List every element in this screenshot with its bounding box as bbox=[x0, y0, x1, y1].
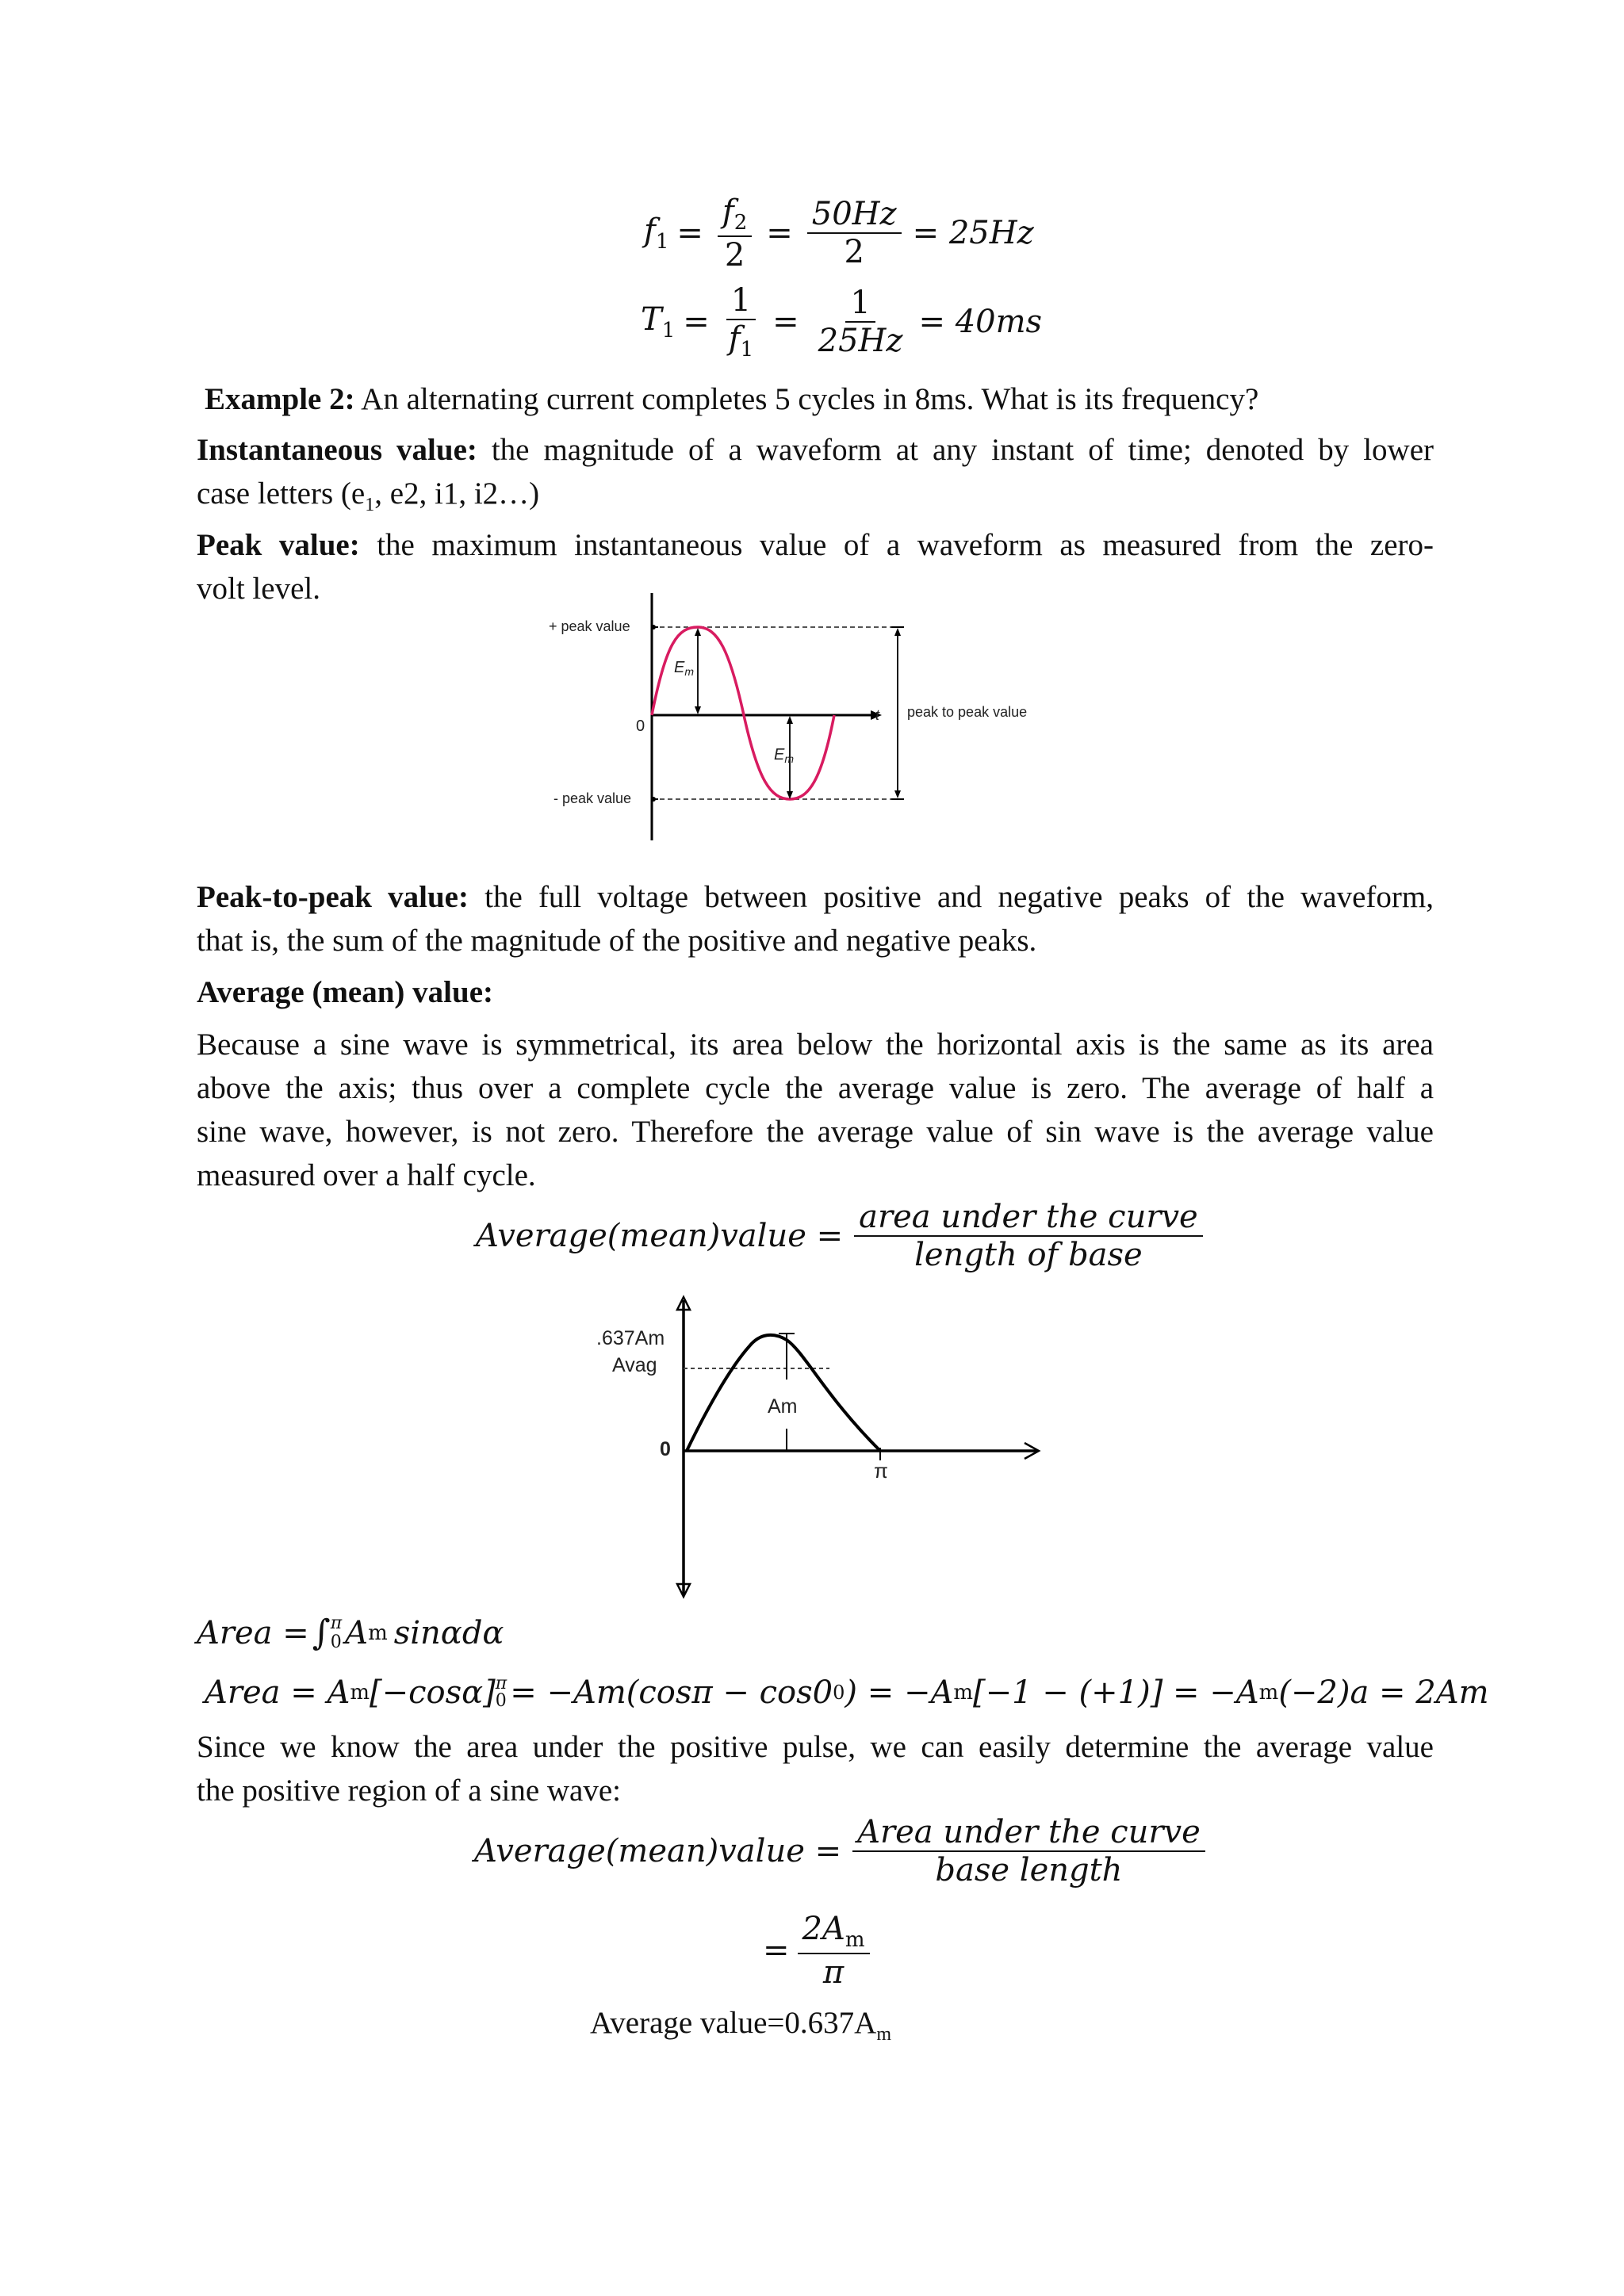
eq1-frac-50hz: $\frac{50Hz}{2}$ bbox=[807, 196, 902, 270]
average-value-heading: Average (mean) value: bbox=[197, 975, 493, 1009]
instantaneous-value-definition: Instantaneous value: the magnitude of a waveform at any instant of time; denoted by lower case letters ($e_1$, e2, i1, i2…) bbox=[197, 433, 1434, 515]
eq1-lhs: $f_1$ bbox=[644, 212, 669, 254]
fig1-neg-peak-label: - peak value bbox=[553, 790, 632, 806]
half-sine-average-figure bbox=[579, 1292, 1071, 1601]
eq2-result: = 40ms bbox=[918, 304, 1043, 341]
fig1-em-label-bottom: $E_m$ bbox=[774, 746, 795, 765]
fig2-half-sine-curve bbox=[687, 1335, 880, 1451]
fig1-p2p-label: peak to peak value bbox=[907, 704, 1028, 720]
eq2-lhs: $T_1$ bbox=[641, 301, 676, 343]
equation-average-definition: Average(mean)value = $\frac{\text{area under the curve}}{\text{length of base}}$ bbox=[476, 1199, 1209, 1273]
fig1-em-label-top: $E_m$ bbox=[674, 659, 695, 678]
fig2-avg-value-label: .637Am bbox=[596, 1327, 665, 1349]
fig1-sine-curve bbox=[652, 627, 834, 799]
fig2-am-label: Am bbox=[768, 1395, 798, 1418]
eq1-frac-f2: $\frac{f_2}{2}$ bbox=[718, 193, 752, 274]
equation-period: $T_1$ = $\frac{1}{f_1}$ = $\frac{1}{25Hz}$ = 40ms bbox=[641, 282, 1043, 362]
equation-area-evaluation: Area = A m [−cosα] π 0 = −Am(cosπ − cos0 0 ) = −A m [−1 − (+1)] = −A m (−2)a = 2Am bbox=[205, 1674, 1489, 1711]
eq1-result: = 25Hz bbox=[912, 215, 1034, 252]
fig2-pi-label: π bbox=[874, 1459, 888, 1483]
fig1-t-label: t bbox=[875, 707, 880, 723]
sine-wave-peak-figure bbox=[539, 587, 1055, 848]
example-2: Example 2: An alternating current completes 5 cycles in 8ms. What is its frequency? bbox=[205, 382, 1259, 416]
since-paragraph: Since we know the area under the positive pulse, we can easily determine the average value the positive region of a sine wave: bbox=[197, 1730, 1434, 1808]
fig1-zero-label: 0 bbox=[636, 718, 645, 735]
average-value-result: Average $value=0.637A_m$ bbox=[590, 2006, 891, 2045]
fig2-avg-label: Avag bbox=[612, 1354, 657, 1376]
average-value-paragraph: Because a sine wave is symmetrical, its area below the horizontal axis is the same as its area above the axis; thus over a complete cycle the average value is zero. The average of half a sine wave, however, is not zero. Therefore the average value of sin wave is the average value measured over a half cycle. bbox=[197, 1027, 1434, 1192]
peak-to-peak-definition: Peak-to-peak value: the full voltage between positive and negative peaks of the waveform, that is, the sum of the magnitude of the positive and negative peaks. bbox=[197, 880, 1434, 958]
fig2-zero-label: 0 bbox=[660, 1438, 671, 1460]
eq2-frac-f1: $\frac{1}{f_1}$ bbox=[724, 282, 758, 362]
eq2-frac-25hz: $\frac{1}{25Hz}$ bbox=[818, 285, 903, 360]
fig1-pos-peak-label: + peak value bbox=[549, 618, 630, 634]
equation-average-area-base: Average(mean)value = $\frac{\text{Area under the curve}}{\text{base length}}$ bbox=[474, 1814, 1212, 1888]
equation-average-2am-pi: = $\frac{2A_m}{\pi}$ bbox=[763, 1911, 876, 1991]
equation-area-integral: Area = ∫ π 0 A m sinαdα bbox=[197, 1613, 504, 1653]
peak-value-definition: Peak value: the maximum instantaneous value of a waveform as measured from the zero- volt level. bbox=[197, 528, 1434, 606]
equation-frequency: $f_1$ = $\frac{f_2}{2}$ = $\frac{50Hz}{2}$ = 25Hz bbox=[644, 193, 1034, 274]
